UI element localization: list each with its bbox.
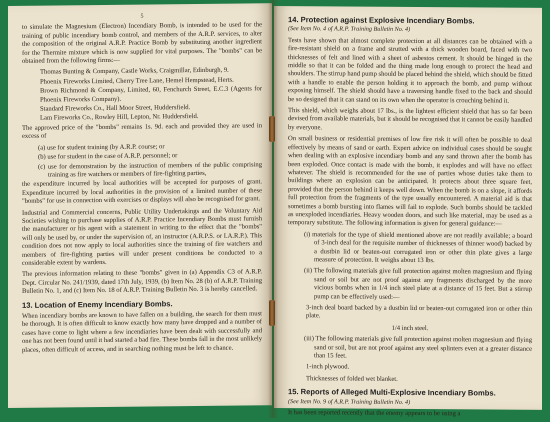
- section-reference: (See Item No. 9 of A.R.P. Training Bulletin No. 4): [288, 397, 411, 406]
- paragraph: Industrial and Commercial concerns, Public Utility Undertakings and the Voluntary Aid Societies wishing to purchase supplies of A.R.P. Practice Incendiary Bombs must furnish the manufacturer or his agent with a statement in writing to the effect that the "bombs" will only be used by, or under the supervision of, an instructor (A.R.P.S. or I.A.R.P.). This condition does not now apply to local authorities since the training of fire watchers and members of fire-fighting parties will under present conditions be conducted to a considerable extent by wardens.: [22, 206, 262, 267]
- guidance-item: (ii) The following materials give full protection against molten magnesium and flying sand or soil but are not proof against any fragments discharged by the more vicious bombs when in 1/4 inch steel plate at a distance of 15 feet. But a stirrup pump can be effectively used:—: [304, 267, 532, 301]
- guidance-item: (iii) The following materials give full protection against molten magnesium and flying sand or soil, but are not proof against any steel splinters even at a greater distance than 15 feet.: [304, 335, 532, 360]
- section-heading-14: 14. Protection against Explosive Incendiary Bombs.: [288, 15, 475, 26]
- use-item: (c) use for demonstration by the instruction of members of the public comprising training as fire watchers or members of fire-fighting parties,: [38, 160, 262, 179]
- material-item: 1-inch plywood.: [306, 363, 350, 371]
- section-heading-13: 13. Location of Enemy Incendiary Bombs.: [22, 298, 173, 310]
- left-page-text: [22, 11, 262, 358]
- use-item: (a) use for student training (by A.R.P. course; or: [38, 143, 165, 152]
- paragraph: When incendiary bombs are known to have fallen on a building, the search for them must be thorough. It is often difficult to know exactly how many have dropped and a number of cases have come to light where a few incendiaries have been dealt with successfully and one has not been found until it had started a bad fire. These bombs fall in the most unlikely places, often difficult of access, and in searching nothing must be left to chance.: [22, 310, 262, 354]
- firm-item: Brown Richmond & Company, Limited, 60, Fenchurch Street, E.C.3 (Agents for Phoenix Fireworks Company).: [40, 85, 262, 104]
- firm-item: Phoenix Fireworks Limited, Cherry Tree Lane, Hemel Hempstead, Herts.: [40, 76, 234, 86]
- right-page: [274, 6, 542, 418]
- paragraph: to simulate the Magnesium (Electron) Incendiary Bomb, is intended to be used for the training of public incendiary bomb control, and members of the A.R.P. services, to alter the composition of the original A.R.P. Practice Bomb by substituting another ingredient for the Thermite mixture which is now supplied for vital purposes. The "bombs" can be obtained from the following firms:—: [22, 21, 262, 65]
- paragraph: The approved price of the "bombs" remains 1s. 9d. each and provided they are used in excess of: [22, 122, 262, 141]
- material-item: 1/4 inch steel.: [391, 324, 429, 332]
- paragraph: the expenditure incurred by local authorities will be accepted for purposes of grant. Expenditure incurred by local authorities in the provision of a limited number of these "bombs" for use in connection with exercises or displays will also be recognised for grant.: [22, 178, 262, 205]
- guidance-item: (i) materials for the type of shield mentioned above are not readily available; a board of 3-inch deal for the requisite number of thicknesses of thinner wood) backed by a dustbin lid or beaten-out corrugated iron or other thin plate gives a large measure of protection. It weighs about 13 lbs.: [304, 230, 532, 265]
- left-page: [8, 3, 272, 408]
- staple-top: [269, 116, 275, 142]
- paragraph: On small business or residential premises of low fire risk it will often be possible to deal effectively by means of sand or earth. Expert advice on individual cases should be sought when dealing with an explosive incendiary bomb and any sand thrown after the bomb has been exploded. Once contact is made with the bomb, it explodes and will have no effect whatever. The shield is recommended for the use of parties whose duties take them to buildings where an explosion can be anticipated. It protects about three square feet, provided that the person behind it keeps well down. When the bomb is on a slope, it affords full protection from the fragments of the type usually encountered. A material aid is that sometimes a bomb bursting into flames will fail to explode. Such bombs should be tackled as unexploded incendiaries. Heavy wooden doors, and such like material, may be used as a temporary substitute. The following information is given for general guidance:—: [288, 135, 532, 228]
- book-gutter: [268, 0, 278, 418]
- section-heading-15: 15. Reports of Alleged Multi-Explosive Incendiary Bombs.: [288, 387, 496, 398]
- staple-bottom: [269, 300, 275, 326]
- use-list: [22, 142, 262, 180]
- section-reference: (See Item No. 4 of A.R.P. Training Bulletin No. 4): [288, 25, 411, 34]
- page-number: 5: [140, 13, 144, 20]
- firm-item: Standard Fireworks Co., Hall Moor Street, Huddersfield.: [40, 104, 191, 113]
- use-item: (b) use for student in the case of A.R.P. personnel; or: [38, 152, 178, 161]
- paragraph: It has been reported recently that the enemy appears to be using a: [288, 409, 461, 418]
- firm-item: Thomas Bunting & Company, Castle Works, Craigmillar, Edinburgh, 9.: [40, 67, 229, 77]
- right-page-text: [288, 14, 532, 422]
- material-item: 3-inch deal board backed by a dustbin lid or beaten-out corrugated iron or other thin plate.: [306, 304, 532, 320]
- firm-item: Lam Fireworks Co., Rowley Hill, Lepton, Nr. Huddersfield.: [40, 113, 199, 123]
- material-item: Thicknesses of folded wet blanket.: [306, 375, 398, 383]
- firm-list: [22, 67, 262, 124]
- paragraph: The previous information relating to these "bombs" given in (a) Appendix C3 of A.R.P. Dept. Circular No. 241/1939, dated 17th July, 1939, (b) Item No. 28 (b) of A.R.P. Training Bulletin No. 1, and (c) Item No. 18 of A.R.P. Training Bulletin No. 3 is hereby cancelled.: [22, 268, 262, 296]
- paragraph: This shield, which weighs about 17 lbs., is the lightest efficient shield that has so far been devised from available materials, but it should be recognised that it cannot be easily handled by everyone.: [288, 107, 532, 132]
- paragraph: Tests have shown that almost complete protection at all distances can be obtained with a fire-resistant shield on a frame and strutted with a thick wooden board, faced with two thicknesses of felt and lined with a sheet of asbestos cement. It should be hinged in the middle so that it can be folded and the thing made long enough to protect the head and shoulders. The stirrup hand pump should be placed behind the shield, which should be fitted with a handle to enable the person holding it to approach the bomb, and pump without exposing himself. The shield should have a traversing handle fixed to the back and should be so designed that it can stand on its own when the operator is crouching behind it.: [288, 36, 532, 105]
